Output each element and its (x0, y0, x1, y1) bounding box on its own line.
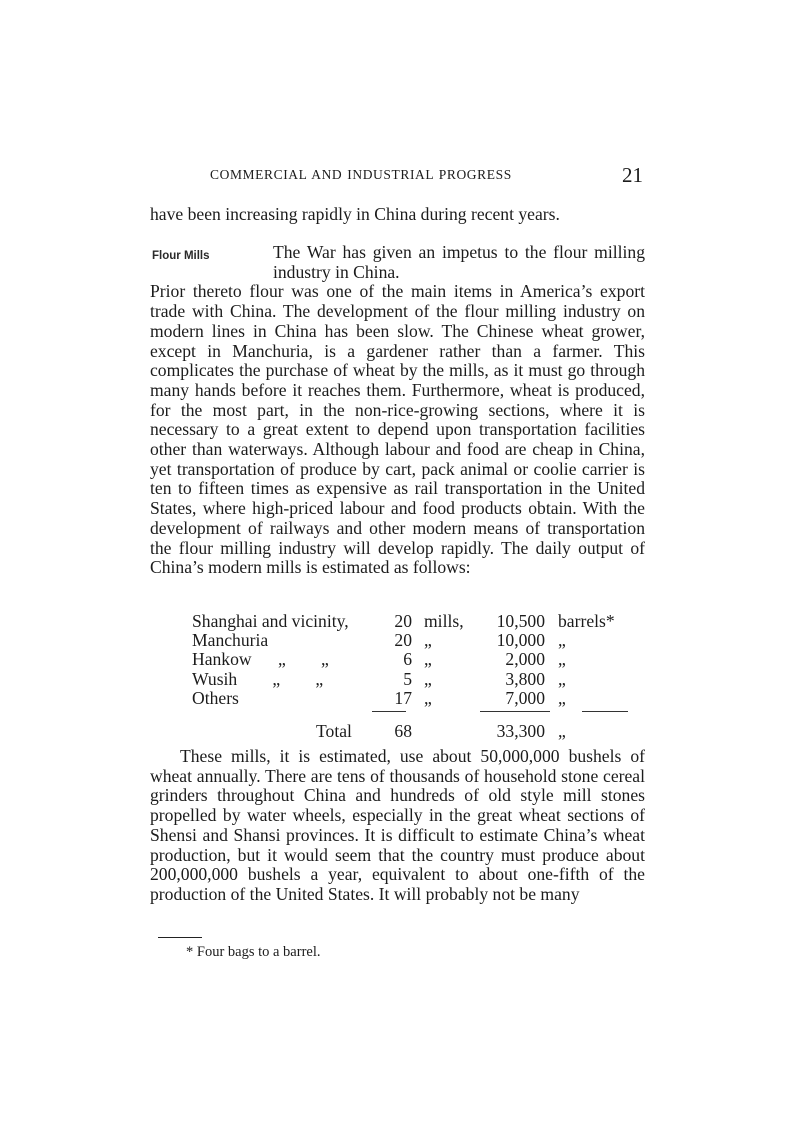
table-row (192, 612, 632, 631)
region-cell: Others (192, 687, 239, 708)
mills-count-cell: 17 (394, 687, 412, 708)
after-table-text: These mills, it is estimated, use about 50,000,000 bushels of wheat annually. There are tens of thousands of household stone cereal grinders throughout China and hundreds of old style mill stones propelled by water wheels, especially in the great wheat sections of Shensi and Shansi provinces. It is difficult to estimate China’s wheat production, but it would seem that the country must produce about 200,000,000 bushels a year, equivalent to about one-fifth of the production of the United States. It will probably not be many (150, 746, 645, 904)
table-row (192, 650, 632, 669)
barrels-unit-cell: barrels* (558, 611, 615, 631)
total-barrels: 33,300 (496, 721, 545, 741)
barrels-unit-cell: „ (558, 649, 566, 670)
total-rule-barrels (480, 711, 550, 712)
barrels-unit-cell: „ (558, 630, 566, 651)
mills-unit-cell: „ (424, 668, 432, 689)
total-row (192, 721, 632, 741)
footnote-rule (158, 937, 202, 938)
total-rule-barrels-unit (582, 711, 628, 712)
table-row (192, 689, 632, 708)
total-barrels-unit: „ (558, 721, 566, 741)
mills-count-cell: 20 (394, 630, 412, 651)
mills-output-table (192, 612, 632, 708)
page-number: 21 (622, 163, 643, 187)
mills-unit-cell: mills, (424, 611, 464, 631)
region-cell: Shanghai and vicinity, (192, 611, 349, 631)
flour-mills-paragraph (150, 243, 645, 578)
region-cell: Hankow „ „ (192, 649, 329, 670)
region-cell: Manchuria (192, 630, 269, 651)
flour-mills-text (150, 243, 645, 578)
continuation-text: have been increasing rapidly in China during recent years. (150, 204, 560, 224)
running-title: COMMERCIAL AND INDUSTRIAL PROGRESS (210, 167, 512, 182)
footnote: * Four bags to a barrel. (186, 944, 321, 960)
barrels-cell: 2,000 (505, 649, 545, 670)
table-row (192, 631, 632, 650)
continuation-paragraph (150, 205, 645, 225)
barrels-cell: 3,800 (505, 668, 545, 689)
running-head (0, 163, 800, 185)
barrels-cell: 7,000 (505, 687, 545, 708)
region-cell: Wusih „ „ (192, 668, 324, 689)
barrels-unit-cell: „ (558, 687, 566, 708)
mills-count-cell: 6 (403, 649, 412, 670)
total-mills: 68 (394, 721, 412, 741)
flour-intro-text: The War has given an impetus to the flour milling industry in China. (273, 242, 645, 282)
total-label: Total (316, 721, 352, 741)
mills-unit-cell: „ (424, 649, 432, 670)
barrels-cell: 10,500 (496, 611, 545, 631)
mills-count-cell: 5 (403, 668, 412, 689)
mills-unit-cell: „ (424, 687, 432, 708)
mills-count-cell: 20 (394, 611, 412, 631)
total-rule-mills (372, 711, 406, 712)
side-label-flour-mills: Flour Mills (152, 250, 210, 262)
flour-rest-text: Prior thereto flour was one of the main items in America’s export trade with China. The development of the flour milling industry on modern lines in China has been slow. The Chinese wheat grower, except in Manchuria, is a gardener rather than a farmer. This complicates the purchase of wheat by the mills, as it must go through many hands before it reaches them. Furthermore, wheat is produced, for the most part, in the non-rice-growing sections, where it is necessary to a great extent to depend upon transportation facilities other than waterways. Although labour and food are cheap in China, yet transportation of produce by cart, pack animal or coolie carrier is ten to fifteen times as expensive as rail transportation in the United States, where high-priced labour and food products obtain. With the development of railways and other modern means of transportation the flour milling industry will develop rapidly. The daily output of China’s modern mills is estimated as follows: (150, 281, 645, 578)
table-row (192, 670, 632, 689)
barrels-unit-cell: „ (558, 668, 566, 689)
mills-unit-cell: „ (424, 630, 432, 651)
after-table-paragraph (150, 747, 645, 905)
barrels-cell: 10,000 (496, 630, 545, 651)
